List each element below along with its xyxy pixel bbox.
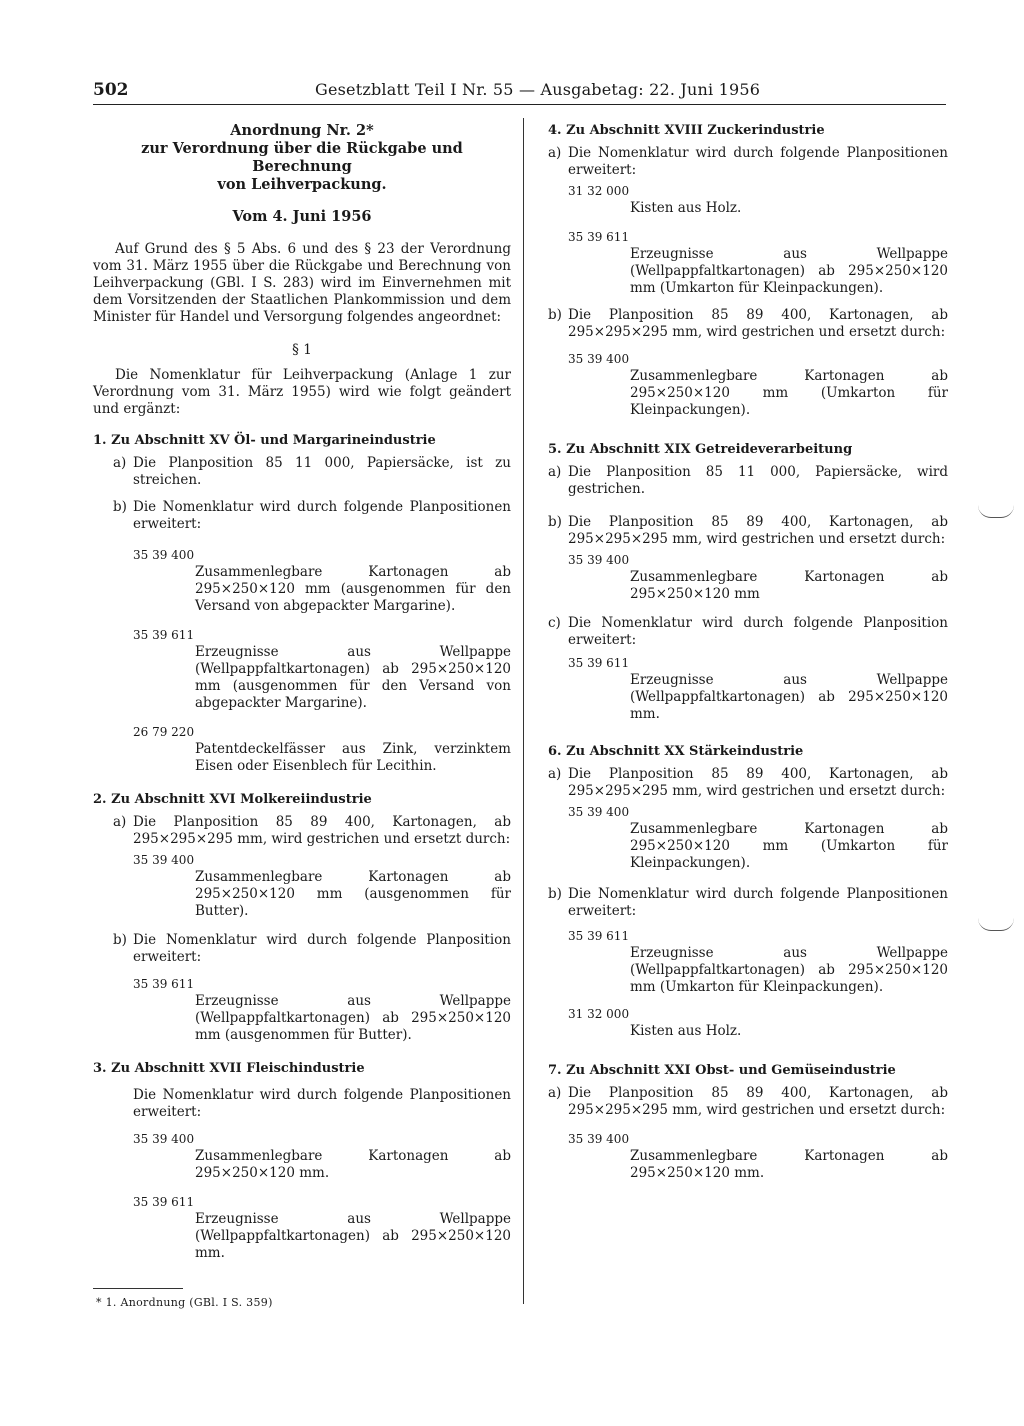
position-code: 35 39 400 — [568, 553, 630, 567]
item-text: Die Planposition 85 89 400, Kartonagen, ab 295×295×295 mm, wird gestrichen und ersetzt durch: — [133, 814, 511, 847]
position-code: 35 39 400 — [133, 1132, 195, 1146]
margin-mark — [978, 918, 1014, 931]
item-label: b) — [548, 886, 562, 902]
page-number: 502 — [93, 80, 129, 100]
position-description: Erzeugnisse aus Wellpappe (Wellpappfaltkartonagen) ab 295×250×120 mm. — [195, 1211, 511, 1261]
item-label: c) — [548, 615, 561, 631]
column-divider — [523, 118, 524, 1304]
section-heading: 1. Zu Abschnitt XV Öl- und Margarineindustrie — [93, 433, 436, 448]
section-heading: 5. Zu Abschnitt XIX Getreideverarbeitung — [548, 442, 853, 457]
item-text: Die Planposition 85 89 400, Kartonagen, ab 295×295×295 mm, wird gestrichen und ersetzt durch: — [568, 766, 948, 799]
item-text: Die Nomenklatur wird durch folgende Planposition erweitert: — [568, 615, 948, 648]
list-item — [548, 886, 948, 920]
position-description: Zusammenlegbare Kartonagen ab 295×250×120 mm. — [630, 1148, 948, 1181]
running-title: Gesetzblatt Teil I Nr. 55 — Ausgabetag: 22. Juni 1956 — [315, 80, 761, 99]
item-text: Die Nomenklatur wird durch folgende Planposition erweitert: — [133, 932, 511, 965]
section-heading: 6. Zu Abschnitt XX Stärkeindustrie — [548, 744, 804, 759]
item-text: Die Planposition 85 89 400, Kartonagen, ab 295×295×295 mm, wird gestrichen und ersetzt durch: — [568, 307, 948, 340]
position-code: 35 39 611 — [568, 230, 630, 244]
position-code: 35 39 400 — [568, 352, 630, 366]
footnote-rule — [93, 1288, 183, 1289]
list-item — [548, 1085, 948, 1119]
ordinance-title — [93, 122, 511, 194]
list-item — [548, 145, 948, 179]
item-text: Die Planposition 85 89 400, Kartonagen, ab 295×295×295 mm, wird gestrichen und ersetzt durch: — [568, 514, 948, 547]
item-label: b) — [113, 499, 127, 515]
position-code: 31 32 000 — [568, 184, 630, 198]
position-code: 31 32 000 — [568, 1007, 630, 1021]
position-description: Erzeugnisse aus Wellpappe (Wellpappfaltkartonagen) ab 295×250×120 mm (ausgenommen für den Versand von abgepackter Margarine). — [195, 644, 511, 711]
position-code: 35 39 611 — [133, 977, 195, 991]
position-code: 35 39 400 — [568, 805, 630, 819]
position-code: 35 39 400 — [133, 548, 195, 562]
item-text: Die Planposition 85 89 400, Kartonagen, ab 295×295×295 mm, wird gestrichen und ersetzt durch: — [568, 1085, 948, 1118]
running-header — [93, 78, 946, 105]
item-label: a) — [548, 1085, 562, 1101]
section-heading: 4. Zu Abschnitt XVIII Zuckerindustrie — [548, 123, 825, 138]
list-item — [548, 766, 948, 800]
title-line: zur Verordnung über die Rückgabe und Berechnung — [141, 140, 463, 175]
position-code: 35 39 400 — [568, 1132, 630, 1146]
list-item — [113, 455, 511, 489]
section-heading: 3. Zu Abschnitt XVII Fleischindustrie — [93, 1061, 365, 1076]
position-code: 26 79 220 — [133, 725, 195, 739]
list-item — [113, 499, 511, 533]
item-text: Die Nomenklatur wird durch folgende Planpositionen erweitert: — [568, 886, 948, 919]
position-description: Zusammenlegbare Kartonagen ab 295×250×120 mm (ausgenommen für Butter). — [195, 869, 511, 919]
list-item — [548, 615, 948, 649]
item-text: Die Planposition 85 11 000, Papiersäcke, wird gestrichen. — [568, 464, 948, 497]
item-text: Die Planposition 85 11 000, Papiersäcke, ist zu streichen. — [133, 455, 511, 488]
ordinance-date: Vom 4. Juni 1956 — [232, 208, 372, 225]
position-description: Zusammenlegbare Kartonagen ab 295×250×120 mm (Umkarton für Kleinpackungen). — [630, 368, 948, 418]
position-code: 35 39 611 — [133, 628, 195, 642]
position-description: Kisten aus Holz. — [630, 1023, 742, 1039]
item-label: b) — [548, 307, 562, 323]
position-description: Zusammenlegbare Kartonagen ab 295×250×120 mm (Umkarton für Kleinpackungen). — [630, 821, 948, 871]
item-label: a) — [548, 145, 562, 161]
paragraph-text: Die Nomenklatur für Leihverpackung (Anlage 1 zur Verordnung vom 31. März 1955) wird wie folgt geändert und ergänzt: — [93, 367, 511, 417]
position-description: Kisten aus Holz. — [630, 200, 742, 216]
position-description: Erzeugnisse aus Wellpappe (Wellpappfaltkartonagen) ab 295×250×120 mm (Umkarton für Kleinpackungen). — [630, 945, 948, 995]
item-text: Die Nomenklatur wird durch folgende Planpositionen erweitert: — [568, 145, 948, 178]
item-label: a) — [548, 464, 562, 480]
title-line: von Leihverpackung. — [217, 176, 387, 193]
section-heading: 7. Zu Abschnitt XXI Obst- und Gemüseindustrie — [548, 1063, 896, 1078]
item-label: b) — [548, 514, 562, 530]
position-description: Erzeugnisse aus Wellpappe (Wellpappfaltkartonagen) ab 295×250×120 mm. — [630, 672, 948, 722]
section-heading: 2. Zu Abschnitt XVI Molkereiindustrie — [93, 792, 372, 807]
list-item — [113, 814, 511, 848]
list-item — [548, 464, 948, 498]
preamble: Auf Grund des § 5 Abs. 6 und des § 23 der Verordnung vom 31. März 1955 über die Rückgabe und Berechnung von Leihverpackung (GBl. I S. 283) wird im Einvernehmen mit dem Vorsitzenden der Staatlichen Plankommission und dem Minister für Handel und Versorgung folgendes angeordnet: — [93, 241, 511, 325]
position-description: Zusammenlegbare Kartonagen ab 295×250×120 mm — [630, 569, 948, 602]
position-code: 35 39 611 — [568, 656, 630, 670]
section-text: Die Nomenklatur wird durch folgende Planpositionen erweitert: — [133, 1087, 511, 1120]
position-code: 35 39 611 — [133, 1195, 195, 1209]
item-label: b) — [113, 932, 127, 948]
item-text: Die Nomenklatur wird durch folgende Planpositionen erweitert: — [133, 499, 511, 532]
list-item — [548, 307, 948, 341]
list-item — [113, 932, 511, 966]
position-description: Erzeugnisse aus Wellpappe (Wellpappfaltkartonagen) ab 295×250×120 mm (Umkarton für Kleinpackungen). — [630, 246, 948, 296]
position-description: Patentdeckelfässer aus Zink, verzinktem Eisen oder Eisenblech für Lecithin. — [195, 741, 511, 774]
left-column — [93, 122, 511, 1262]
item-label: a) — [113, 455, 127, 471]
title-line: Anordnung Nr. 2* — [230, 122, 374, 139]
position-code: 35 39 611 — [568, 929, 630, 943]
footnote: * 1. Anordnung (GBl. I S. 359) — [96, 1296, 273, 1309]
position-code: 35 39 400 — [133, 853, 195, 867]
list-item — [548, 514, 948, 548]
item-label: a) — [548, 766, 562, 782]
right-column — [548, 122, 948, 1182]
margin-mark — [978, 505, 1014, 518]
paragraph-mark: § 1 — [292, 342, 312, 358]
position-description: Zusammenlegbare Kartonagen ab 295×250×120 mm. — [195, 1148, 511, 1181]
position-description: Erzeugnisse aus Wellpappe (Wellpappfaltkartonagen) ab 295×250×120 mm (ausgenommen für Butter). — [195, 993, 511, 1043]
position-description: Zusammenlegbare Kartonagen ab 295×250×120 mm (ausgenommen für den Versand von abgepackter Margarine). — [195, 564, 511, 614]
item-label: a) — [113, 814, 127, 830]
